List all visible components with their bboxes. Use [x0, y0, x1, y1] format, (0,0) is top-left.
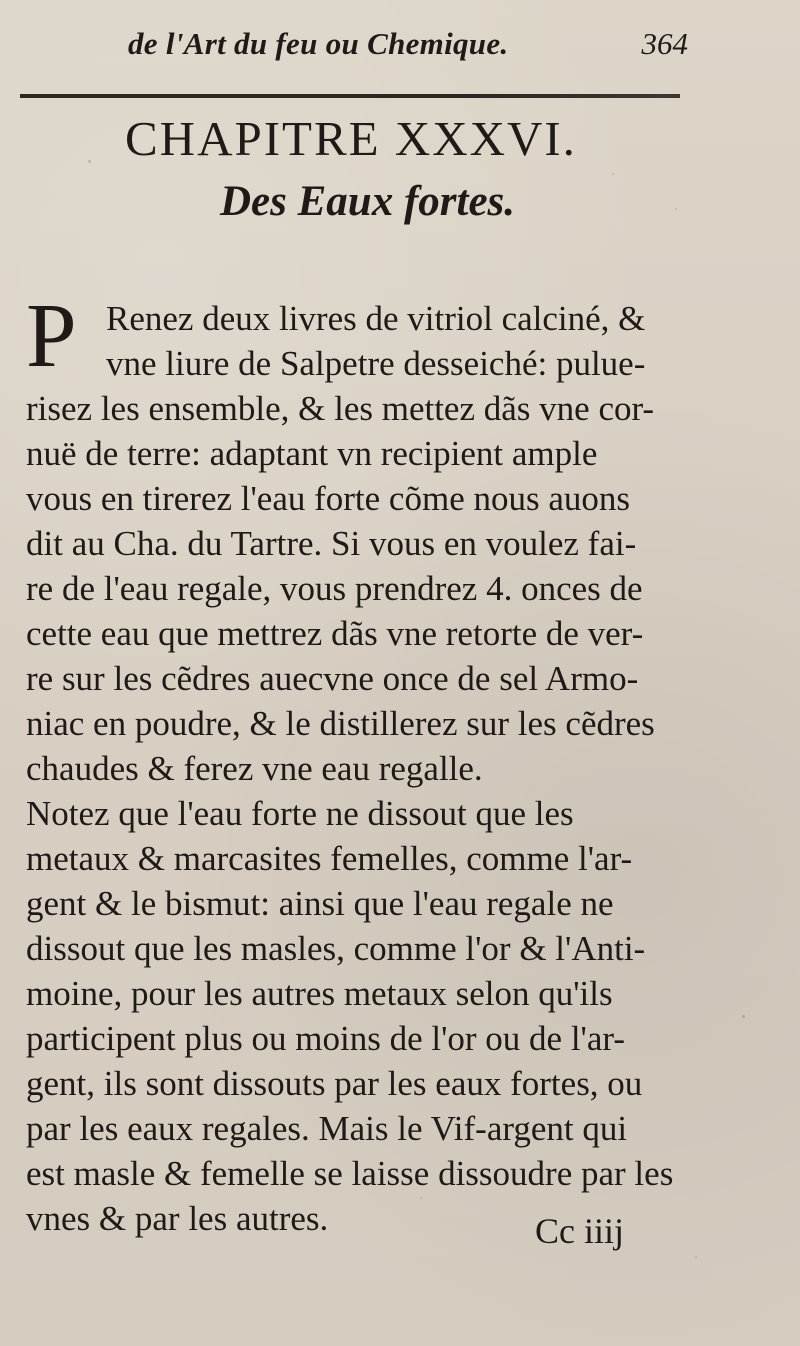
text-line-10: niac en poudre, & le distillerez sur les cẽdres [26, 704, 655, 743]
text-line-13: metaux & marcasites femelles, comme l'ar- [26, 839, 633, 878]
text-line-8: cette eau que mettrez dãs vne retorte de ver- [26, 614, 644, 653]
paper-speck [742, 1015, 745, 1018]
text-line-5: vous en tirerez l'eau forte cõme nous auons [26, 479, 631, 518]
catchword: Cc iiij [535, 1211, 624, 1251]
running-title: de l'Art du feu ou Chemique. [128, 26, 509, 61]
text-line-17: participent plus ou moins de l'or ou de l'ar- [26, 1019, 625, 1058]
text-line-6: dit au Cha. du Tartre. Si vous en voulez fai- [26, 524, 637, 563]
paper-speck [675, 208, 677, 210]
paper-speck [88, 160, 91, 163]
text-line-7: re de l'eau regale, vous prendrez 4. onces de [26, 569, 643, 608]
text-line-9: re sur les cẽdres auecvne once de sel Armo- [26, 659, 639, 698]
text-line-4: nuë de terre: adaptant vn recipient ample [26, 434, 598, 473]
text-line-16: moine, pour les autres metaux selon qu'ils [26, 974, 613, 1013]
text-line-11: chaudes & ferez vne eau regalle. [26, 749, 483, 788]
text-line-18: gent, ils sont dissouts par les eaux fortes, ou [26, 1064, 643, 1103]
chapter-subtitle: Des Eaux fortes. [220, 178, 516, 225]
text-line-1: Renez deux livres de vitriol calciné, & [106, 299, 646, 338]
page-number: 364 [641, 26, 688, 61]
text-line-14: gent & le bismut: ainsi que l'eau regale ne [26, 884, 614, 923]
chapter-title: CHAPITRE XXXVI. [125, 111, 577, 166]
text-line-3: risez les ensemble, & les mettez dãs vne cor- [26, 389, 655, 428]
text-line-21: vnes & par les autres. [26, 1199, 329, 1238]
header-rule [20, 94, 680, 98]
text-line-12: Notez que l'eau forte ne dissout que les [26, 794, 574, 833]
text-line-2: vne liure de Salpetre desseiché: pulue- [106, 344, 646, 383]
page-header [128, 18, 708, 72]
text-line-20: est masle & femelle se laisse dissoudre par les [26, 1154, 674, 1193]
body-text [26, 285, 750, 1241]
drop-cap: P [26, 285, 77, 386]
paper-speck [420, 1197, 422, 1199]
paper-speck [612, 173, 614, 175]
text-line-15: dissout que les masles, comme l'or & l'Anti- [26, 929, 646, 968]
paper-speck [695, 1256, 697, 1258]
text-line-19: par les eaux regales. Mais le Vif-argent qui [26, 1109, 628, 1148]
